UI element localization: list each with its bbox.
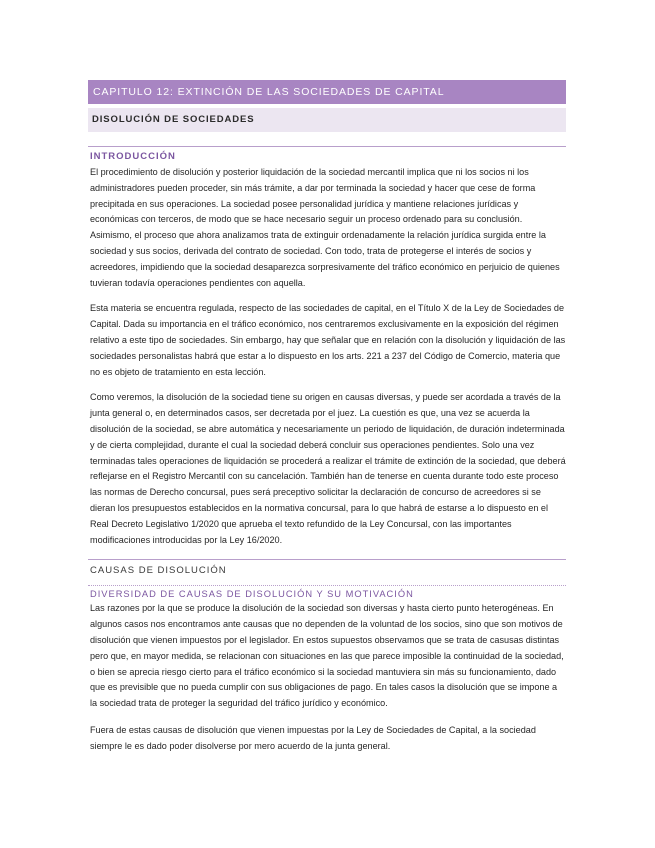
intro-paragraph-1: El procedimiento de disolución y posterior liquidación de la sociedad mercantil implica que ni los socios ni los administradores pueden proceder, sin más trámite, a dar por terminada la sociedad y hacer que cese de forma precipitada en sus operaciones. La sociedad posee personalidad jurídica y mantiene relaciones jurídicas y económicas con terceros, de modo que se hace necesario seguir un proceso ordenado para su conclusión. Asimismo, el proceso que ahora analizamos trata de extinguir ordenadamente la relación jurídica surgida entre la sociedad y sus socios, derivada del contrato de sociedad. Con todo, trata de protegerse el interés de socios y acreedores, impidiendo que la sociedad desaparezca sorpresivamente del tráfico económico en perjuicio de quienes tuvieran todavía operaciones pendientes con aquella. bbox=[90, 167, 560, 288]
intro-paragraph-2: Esta materia se encuentra regulada, respecto de las sociedades de capital, en el Título X de la Ley de Sociedades de Capital. Dada su importancia en el tráfico económico, nos centraremos exclusivamente en la exposición del régimen relativo a este tipo de sociedades. Sin embargo, hay que señalar que en relación con la disolución y liquidación de las sociedades personalistas habrá que estar a lo dispuesto en los arts. 221 a 237 del Código de Comercio, materia que no es objeto de tratamiento en esta lección. bbox=[90, 303, 566, 377]
section-title: DISOLUCIÓN DE SOCIEDADES bbox=[88, 108, 566, 132]
causas-subheading: DIVERSIDAD DE CAUSAS DE DISOLUCIÓN Y SU MOTIVACIÓN bbox=[88, 585, 566, 599]
document-page bbox=[88, 80, 566, 755]
chapter-title: CAPITULO 12: EXTINCIÓN DE LAS SOCIEDADES DE CAPITAL bbox=[88, 80, 566, 104]
causas-paragraph-2: Fuera de estas causas de disolución que vienen impuestas por la Ley de Sociedades de Capital, a la sociedad siempre le es dado poder disolverse por mero acuerdo de la junta general. bbox=[90, 724, 536, 751]
causas-paragraph-1: Las razones por la que se produce la disolución de la sociedad son diversas y hasta cierto punto heterogéneas. En algunos casos nos encontramos ante causas que no dependen de la voluntad de los socios, sino que son motivos de disolución que vienen impuestos por el legislador. En estos supuestos observamos que se trata de casusas distintas pero que, en mayor medida, se relacionan con situaciones en las que parece imposible la continuidad de la sociedad, o bien se aprecia riesgo cierto para el tráfico económico si la sociedad mantuviera sin más su funcionamiento, dado que es previsible que no pueda cumplir con sus obligaciones de pago. En tales casos la disolución que se impone a la sociedad trata de proteger la seguridad del tráfico jurídico y económico. bbox=[90, 603, 564, 709]
intro-paragraph-3: Como veremos, la disolución de la sociedad tiene su origen en causas diversas, y puede ser acordada a través de la junta general o, en determinados casos, ser decretada por el juez. La cuestión es que, una vez se acuerda la disolución de la sociedad, se abre automática y necesariamente un periodo de liquidación, de duración indeterminada y de cierta complejidad, durante el cual la sociedad deberá concluir sus operaciones pendientes. Solo una vez terminadas tales operaciones de liquidación se procederá a realizar el trámite de extinción de la sociedad, que deberá reflejarse en el Registro Mercantil con su cancelación. También han de tenerse en cuenta durante todo este proceso las normas de Derecho concursal, pues será preceptivo solicitar la declaración de concurso de acreedores si se dieran los presupuestos establecidos en la normativa concursal, para lo que habrá de estarse a lo dispuesto en el Real Decreto Legislativo 1/2020 que aprueba el texto refundido de la Ley Concursal, con las importantes modificaciones introducidas por la Ley 16/2020. bbox=[90, 392, 566, 545]
causas-heading: CAUSAS DE DISOLUCIÓN bbox=[88, 559, 566, 576]
introduccion-heading: INTRODUCCIÓN bbox=[88, 146, 566, 162]
